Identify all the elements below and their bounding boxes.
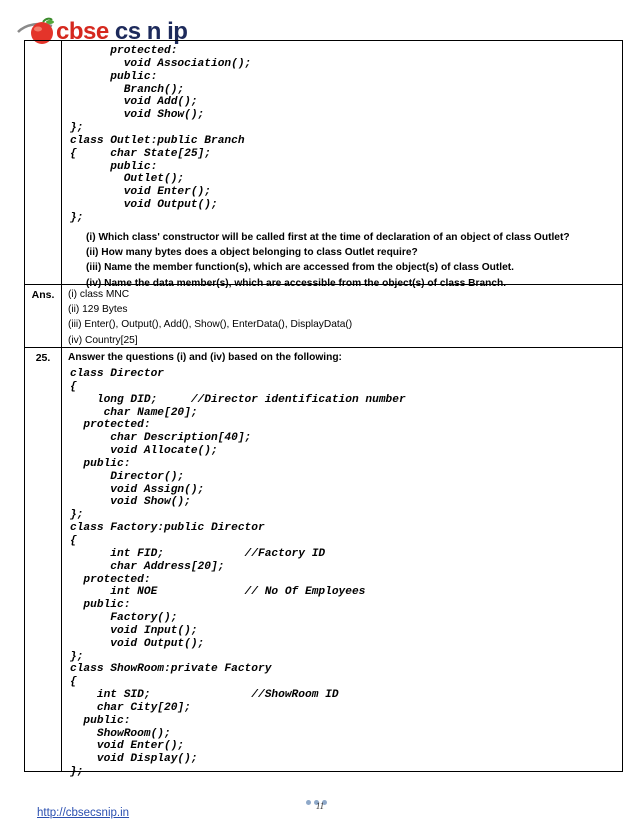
row-divider bbox=[25, 347, 622, 348]
question-item: (i) Which class' constructor will be called first at the time of declaration of an object of class Outlet? bbox=[86, 232, 570, 243]
logo-wordmark: cbse cs n ip bbox=[56, 18, 188, 45]
row-divider bbox=[25, 284, 622, 285]
code-block-director-factory-showroom: class Director { long DID; //Director identification number char Name[20]; protected: char Description[40]; void Allocate(); public: Director(); void Assign(); void Show(); }; class Factory:public Director { int FID; //Factory ID char Address[20]; protected: int NOE // No Of Employees public: Factory(); void Input(); void Output(); }; class ShowRoom:private Factory { int SID; //ShowRoom ID char City[20]; public: ShowRoom(); void Enter(); void Display(); }; bbox=[70, 368, 406, 779]
footer-link[interactable]: http://cbsecsnip.in bbox=[37, 807, 130, 819]
answer-label: Ans. bbox=[31, 289, 55, 301]
question-list bbox=[86, 230, 570, 291]
page-dots-icon bbox=[306, 792, 336, 800]
answer-item: (iii) Enter(), Output(), Add(), Show(), EnterData(), DisplayData() bbox=[68, 319, 353, 331]
qa-table bbox=[24, 40, 623, 779]
answer-item: (ii) 129 Bytes bbox=[68, 304, 128, 316]
question-item: (ii) How many bytes does a object belonging to class Outlet require? bbox=[86, 247, 418, 259]
answer-item: (iv) Country[25] bbox=[68, 334, 138, 346]
question-item: (iii) Name the member function(s), which are accessed from the object(s) of class Outlet. bbox=[86, 262, 514, 274]
answer-list bbox=[68, 287, 352, 348]
answer-item: (i) class MNC bbox=[68, 289, 130, 300]
code-block-branch-outlet: protected: void Association(); public: Branch(); void Add(); void Show(); }; class Outlet:public Branch { char State[25]; public: Outlet(); void Enter(); void Output(); }; bbox=[70, 45, 252, 224]
page-number: 11 bbox=[315, 801, 325, 811]
question-number: 25. bbox=[35, 352, 51, 364]
column-divider bbox=[61, 41, 62, 771]
question-heading: Answer the questions (i) and (iv) based on the following: bbox=[68, 352, 342, 363]
question-item: (iv) Name the data member(s), which are accessible from the object(s) of class Branch. bbox=[86, 277, 507, 289]
